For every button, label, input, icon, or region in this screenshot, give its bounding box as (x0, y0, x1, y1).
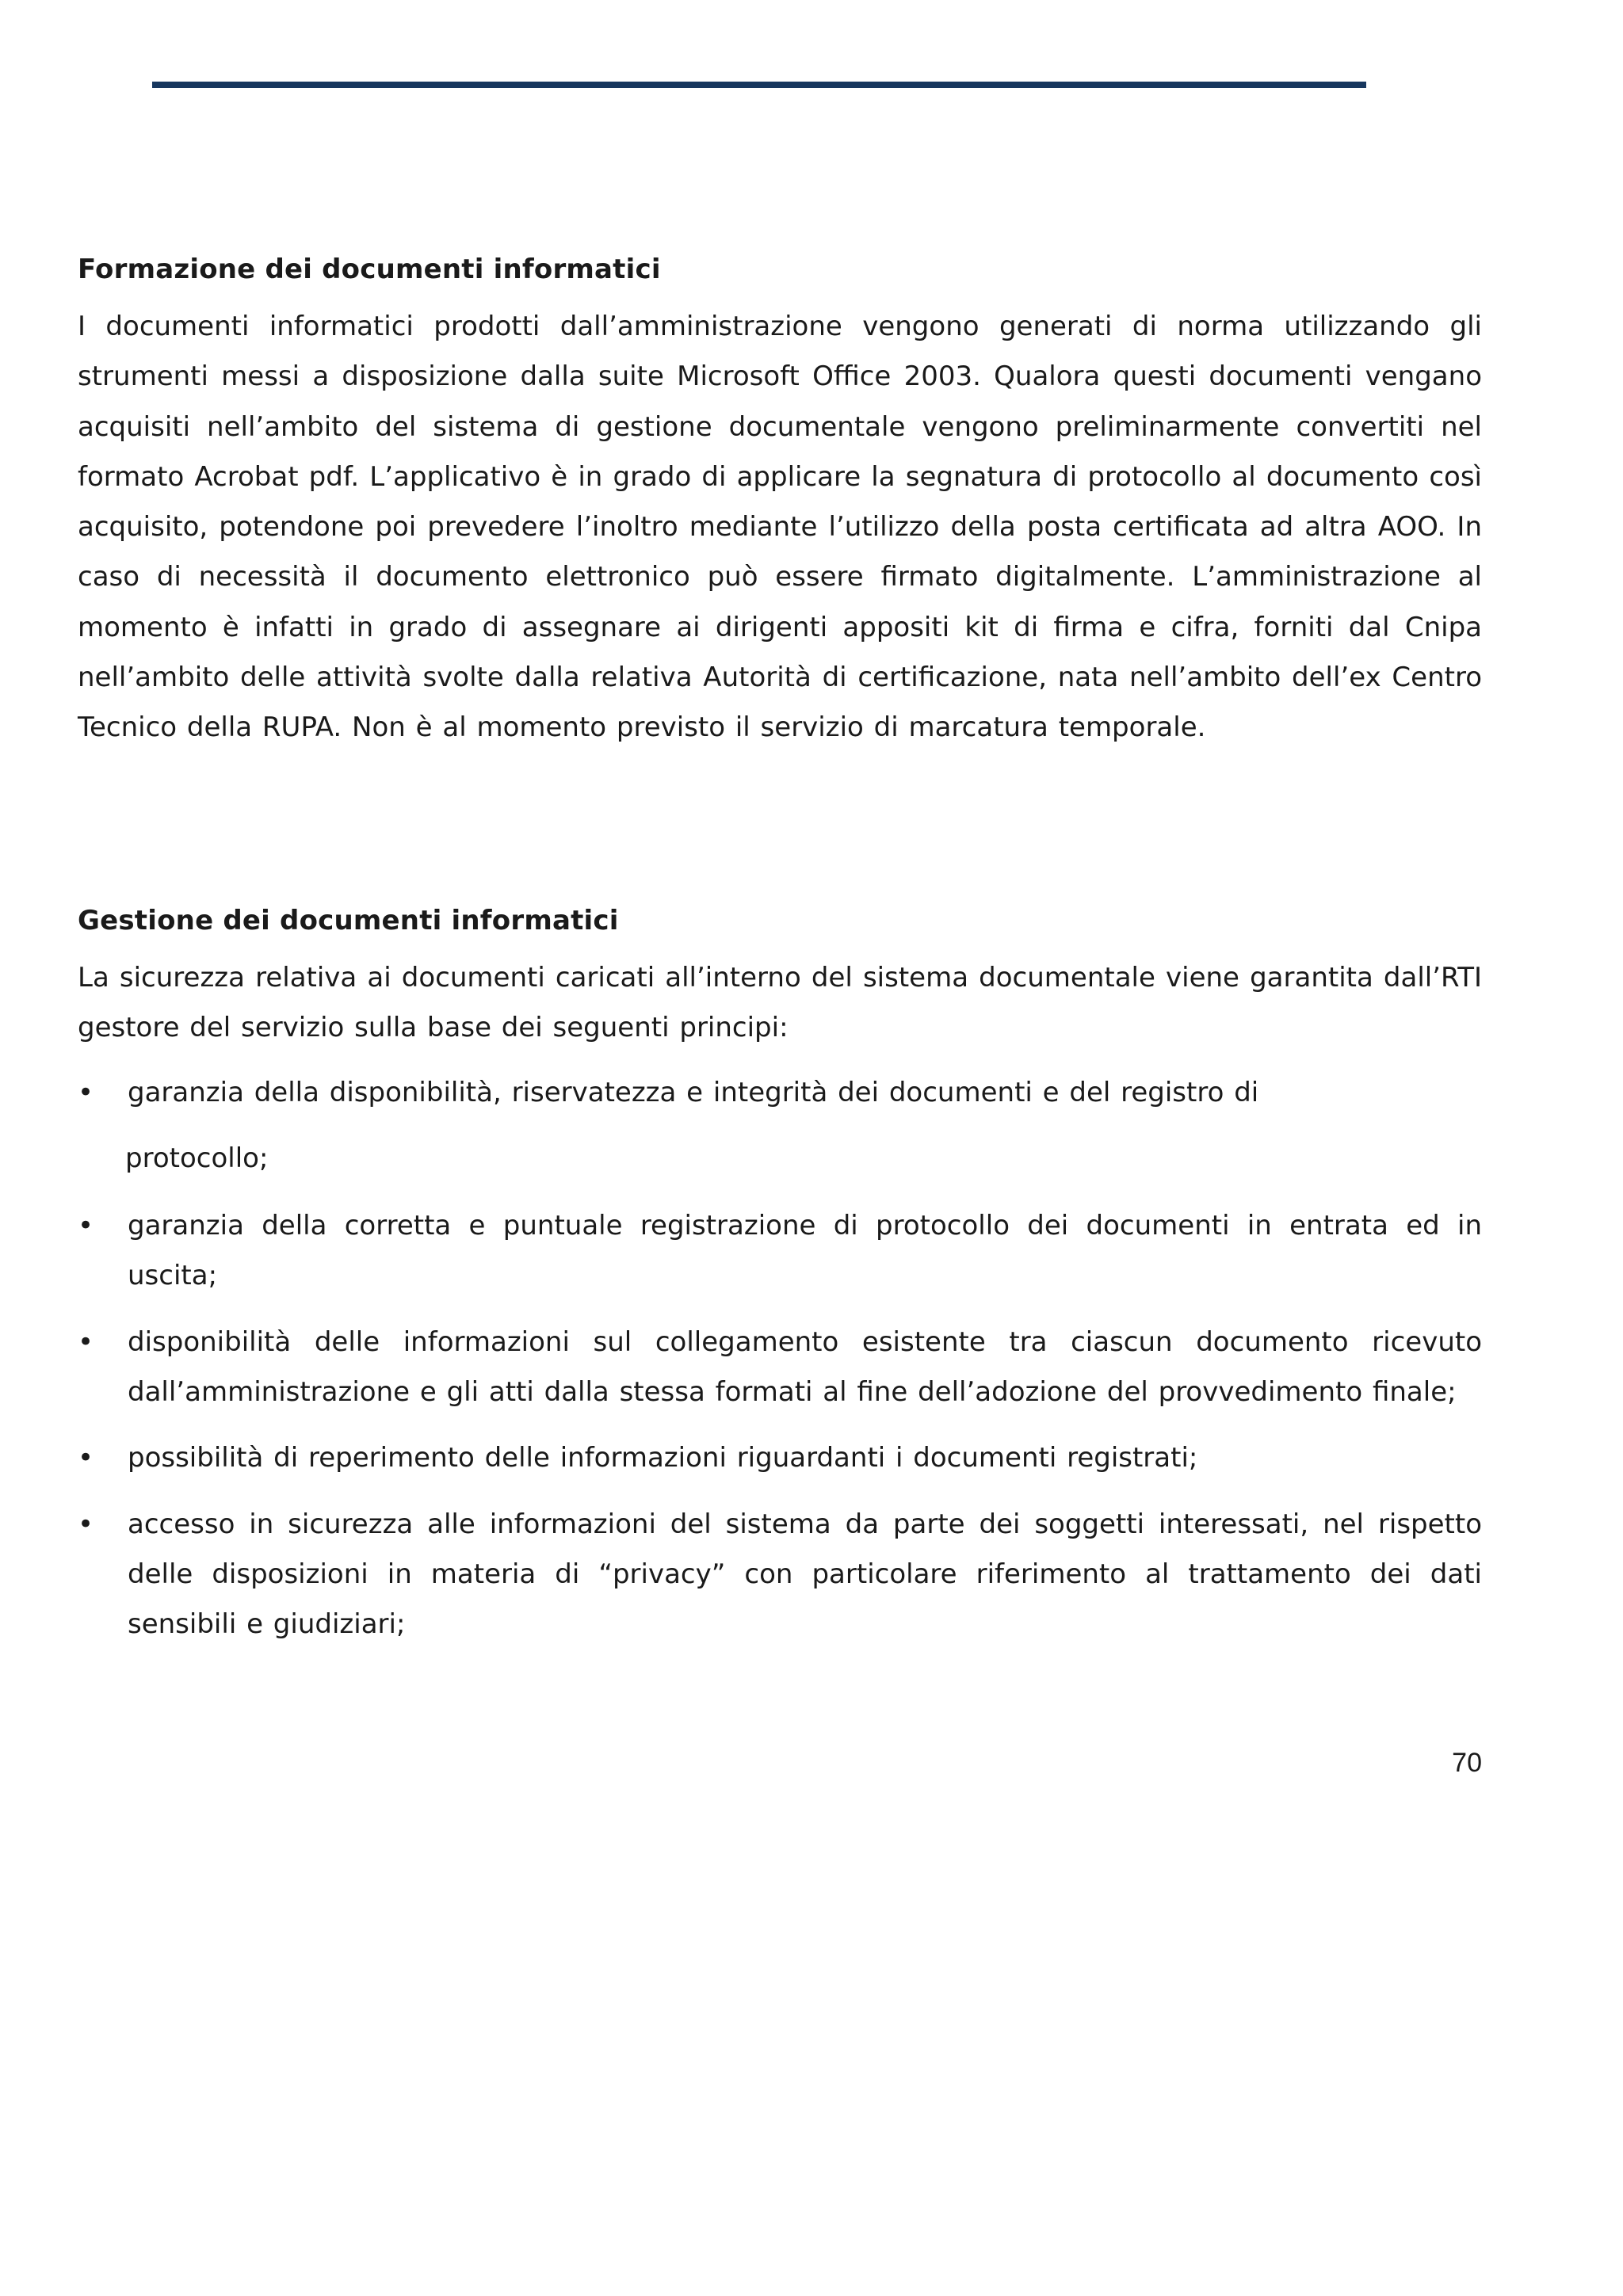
list-item-text: disponibilità delle informazioni sul collegamento esistente tra ciascun documento ricevuto dall’amministrazione e gli atti dalla stessa formati al fine dell’adozione del provvedimento finale; (128, 1325, 1482, 1409)
bullet-icon: • (78, 1508, 94, 1540)
section-intro-gestione: La sicurezza relativa ai documenti caricati all’interno del sistema documentale viene garantita dall’RTI gestore del servizio sulla base dei seguenti principi: (78, 962, 1482, 1044)
list-item (78, 1318, 1482, 1418)
list-item (78, 1201, 1482, 1302)
bullet-icon: • (78, 1210, 94, 1242)
list-item-text: accesso in sicurezza alle informazioni del sistema da parte dei soggetti interessati, nel rispetto delle disposizioni in materia di “privacy” con particolare riferimento al trattamento dei dati sensibili e giudiziari; (128, 1508, 1482, 1641)
principles-list (78, 1068, 1482, 1650)
list-item (78, 1433, 1482, 1483)
list-item-text: protocollo; (125, 1142, 269, 1174)
list-item-text: possibilità di reperimento delle informazioni riguardanti i documenti registrati; (128, 1442, 1198, 1474)
list-item-text: garanzia della corretta e puntuale registrazione di protocollo dei documenti in entrata ed in uscita; (128, 1210, 1482, 1292)
list-item (78, 1068, 1482, 1118)
page-number: 70 (1452, 1748, 1482, 1778)
list-item-continuation (78, 1134, 1482, 1184)
section-heading-formazione: Formazione dei documenti informatici (78, 254, 661, 285)
section-formazione (78, 254, 1482, 753)
bullet-icon: • (78, 1076, 94, 1108)
section-gestione (78, 905, 1482, 1650)
bullet-icon: • (78, 1442, 94, 1474)
bullet-icon: • (78, 1325, 94, 1358)
header-rule (152, 82, 1366, 88)
list-item (78, 1500, 1482, 1650)
section-heading-gestione: Gestione dei documenti informatici (78, 905, 619, 936)
list-item-text: garanzia della disponibilità, riservatezza e integrità dei documenti e del registro di (128, 1076, 1259, 1108)
section-paragraph-formazione: I documenti informatici prodotti dall’amministrazione vengono generati di norma utilizzando gli strumenti messi a disposizione dalla suite Microsoft Office 2003. Qualora questi documenti vengano acquisiti nell’ambito del sistema di gestione documentale vengono preliminarmente convertiti nel formato Acrobat pdf. L’applicativo è in grado di applicare la segnatura di protocollo al documento così acquisito, potendone poi prevedere l’inoltro mediante l’utilizzo della posta certificata ad altra AOO. In caso di necessità il documento elettronico può essere firmato digitalmente. L’amministrazione al momento è infatti in grado di assegnare ai dirigenti appositi kit di firma e cifra, forniti dal Cnipa nell’ambito delle attività svolte dalla relativa Autorità di certificazione, nata nell’ambito dell’ex Centro Tecnico della RUPA. Non è al momento previsto il servizio di marcatura temporale. (78, 311, 1482, 744)
